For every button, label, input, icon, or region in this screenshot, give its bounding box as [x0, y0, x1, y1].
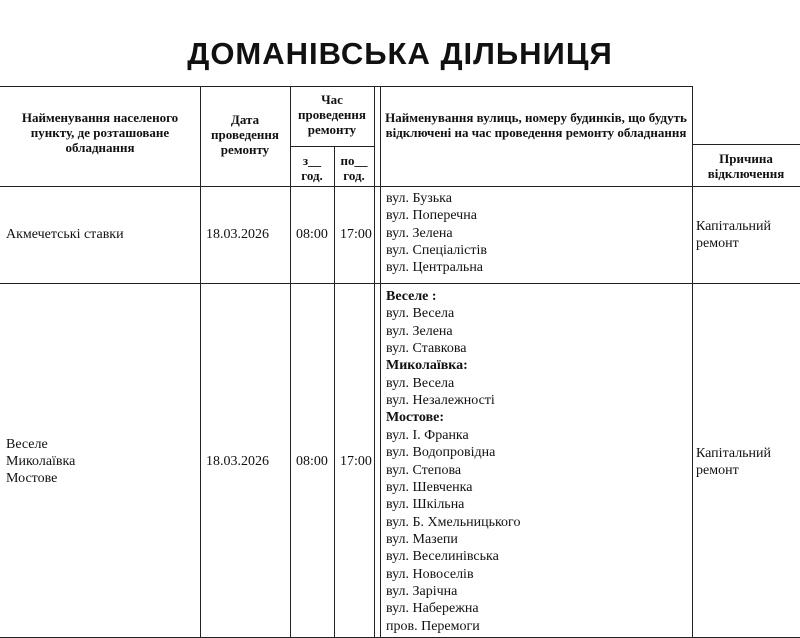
street-item: пров. Перемоги [386, 618, 480, 634]
street-item: вул. Б. Хмельницького [386, 514, 521, 530]
table-rule [374, 86, 375, 638]
street-item: вул. І. Франка [386, 427, 469, 443]
table-rule [290, 86, 291, 638]
street-group-heading: Мостове: [386, 410, 445, 426]
street-item: вул. Веселинівська [386, 549, 499, 565]
street-item: вул. Центральна [386, 260, 484, 276]
street-item: вул. Новоселів [386, 566, 474, 582]
table-rule [290, 146, 374, 147]
page-title: ДОМАНІВСЬКА ДІЛЬНИЦЯ [187, 36, 613, 71]
street-item: вул. Весела [386, 375, 455, 391]
street-item: вул. Спеціалістів [386, 243, 487, 259]
row1-reason [696, 218, 771, 252]
street-item: вул. Незалежності [386, 393, 495, 409]
table-rule [692, 144, 800, 145]
row2-reason [696, 445, 771, 479]
street-item: вул. Шкільна [386, 497, 465, 513]
reason-line: Капітальний [696, 446, 772, 461]
street-item: вул. Ставкова [386, 341, 467, 357]
table-rule [0, 86, 692, 87]
street-item: вул. Весела [386, 306, 455, 322]
row1-date: 18.03.2026 [206, 227, 269, 242]
row1-settlement [6, 226, 196, 243]
settlement-line: Мостове [6, 471, 58, 486]
table-rule [200, 86, 201, 638]
row2-settlement [6, 436, 196, 487]
header-settlement: Найменування населеного пункту, де розташоване обладнання [21, 110, 179, 155]
street-item: вул. Зарічна [386, 583, 458, 599]
street-item: вул. Зелена [386, 323, 453, 339]
street-item: вул. Мазепи [386, 531, 458, 547]
reason-line: Капітальний [696, 219, 772, 234]
street-group-heading: Веселе : [386, 289, 437, 304]
row2-time-from: 08:00 [296, 454, 328, 469]
row2-date: 18.03.2026 [206, 454, 269, 469]
street-item: вул. Зелена [386, 225, 453, 241]
table-rule [0, 186, 800, 187]
row2-time-to: 17:00 [340, 454, 372, 469]
reason-line: ремонт [696, 236, 739, 251]
header-streets: Найменування вулиць, номеру будинків, що будуть відключені на час проведення ремонту обладнання [385, 110, 687, 140]
settlement-line: Веселе [6, 437, 48, 452]
street-item: вул. Шевченка [386, 479, 473, 495]
header-time-to: по__ год. [340, 153, 368, 183]
street-item: вул. Степова [386, 462, 462, 478]
street-item: вул. Бузька [386, 191, 452, 206]
table-rule [380, 86, 381, 638]
street-item: вул. Набережна [386, 601, 479, 617]
header-reason: Причина відключення [707, 151, 785, 181]
header-time: Час проведення ремонту [298, 92, 366, 137]
settlement-line: Миколаївка [6, 454, 76, 469]
street-item: вул. Водопровідна [386, 445, 496, 461]
row1-time-from: 08:00 [296, 227, 328, 242]
table-rule [0, 283, 800, 284]
header-time-from: з__ год. [301, 153, 323, 183]
row1-time-to: 17:00 [340, 227, 372, 242]
settlement-line: Акмечетські ставки [6, 227, 124, 242]
street-group-heading: Миколаївка: [386, 358, 468, 374]
reason-line: ремонт [696, 463, 739, 478]
table-rule [692, 86, 693, 638]
street-item: вул. Поперечна [386, 208, 477, 224]
header-date: Дата проведення ремонту [211, 112, 279, 157]
table-rule [334, 146, 335, 638]
